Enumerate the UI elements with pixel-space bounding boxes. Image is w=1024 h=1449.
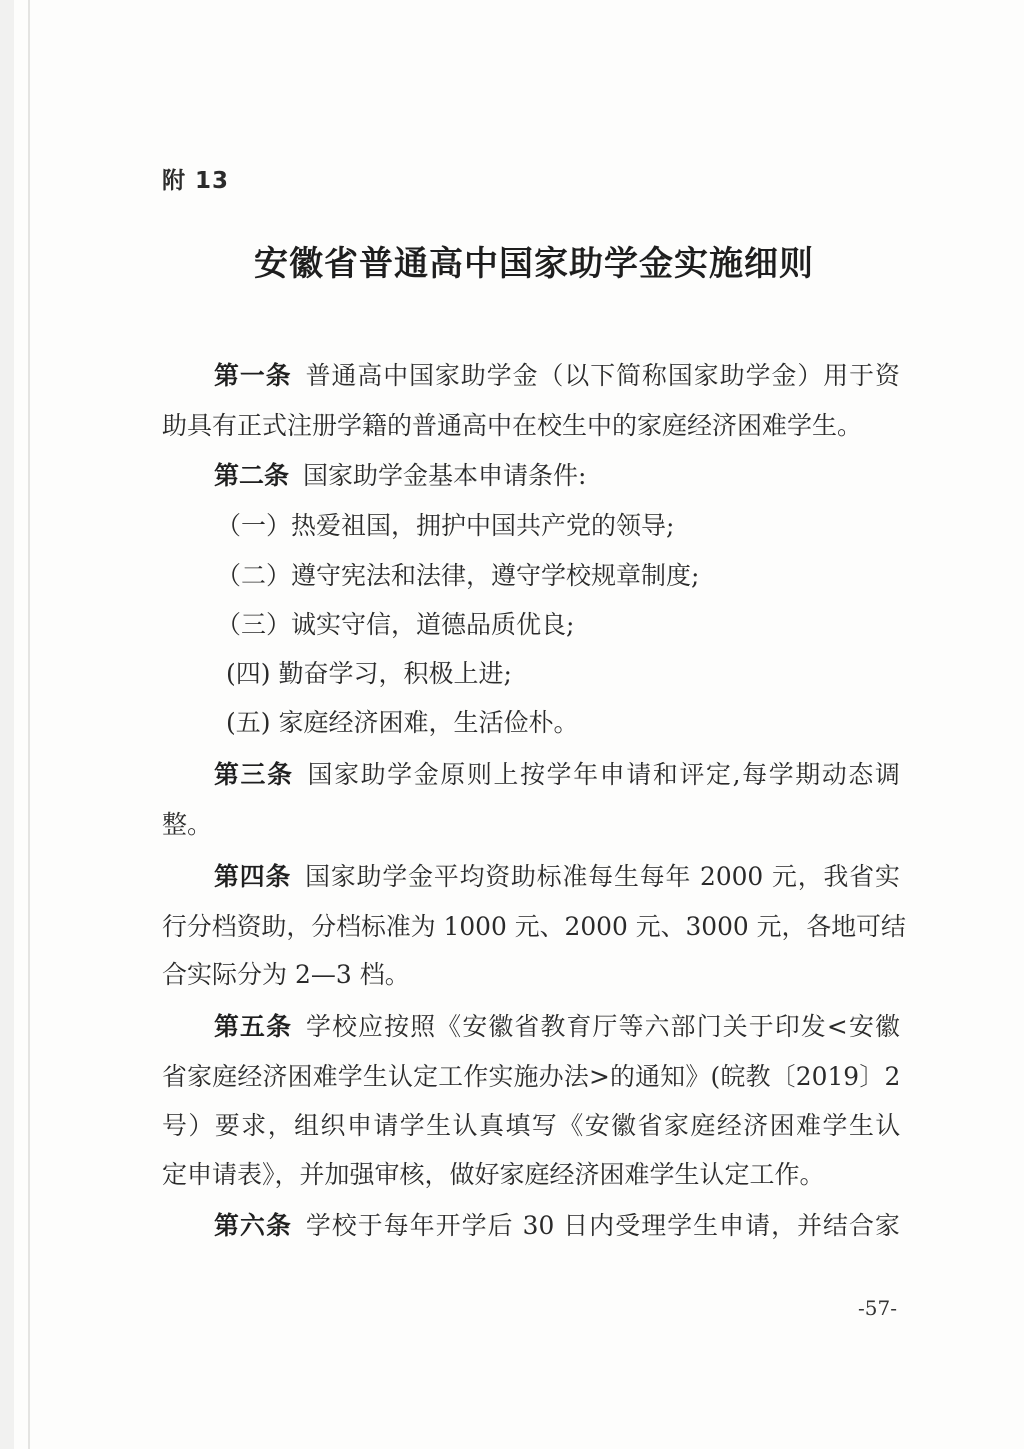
article-4-line-1 [214,862,900,892]
article-5-line-2: 省家庭经济困难学生认定工作实施办法>的通知》(皖教〔2019〕2 [162,1062,901,1091]
article-3-text-1: 国家助学金原则上按学年申请和评定,每学期动态调 [307,760,900,789]
article-2-text-1: 国家助学金基本申请条件: [303,461,587,490]
condition-item: （二）遵守宪法和法律，遵守学校规章制度; [216,561,700,590]
article-6-label: 第六条 [214,1211,292,1240]
condition-item: （一）热爱祖国，拥护中国共产党的领导; [216,511,675,540]
article-4-line-2: 行分档资助，分档标准为 1000 元、2000 元、3000 元，各地可结 [162,912,906,941]
article-5-text-1: 学校应按照《安徽省教育厅等六部门关于印发<安徽 [306,1012,900,1041]
article-4-text-1: 国家助学金平均资助标准每生每年 2000 元，我省实 [305,862,900,891]
article-1-text-1: 普通高中国家助学金（以下简称国家助学金）用于资 [305,361,900,390]
article-5-line-1 [214,1012,900,1042]
article-1-label: 第一条 [214,361,292,390]
condition-item: (五) 家庭经济困难，生活俭朴。 [226,708,579,737]
article-6-line-1 [214,1211,900,1241]
article-2-label: 第二条 [214,461,290,490]
article-4-label: 第四条 [214,862,292,891]
article-1-line-2: 助具有正式注册学籍的普通高中在校生中的家庭经济困难学生。 [162,411,863,440]
article-5-line-3: 号）要求，组织申请学生认真填写《安徽省家庭经济困难学生认 [162,1111,901,1140]
annex-label: 附 13 [162,168,230,194]
article-3-line-2: 整。 [162,810,213,839]
scan-edge [28,0,30,1449]
condition-item: (四) 勤奋学习，积极上进; [226,659,512,688]
article-2-line-1 [214,461,586,491]
document-title: 安徽省普通高中国家助学金实施细则 [254,244,814,284]
article-1-line-1 [214,361,900,391]
article-6-text-1: 学校于每年开学后 30 日内受理学生申请，并结合家 [305,1211,900,1240]
article-3-line-1 [214,760,900,790]
article-4-line-3: 合实际分为 2—3 档。 [162,960,410,989]
page-number: -57- [858,1296,897,1320]
condition-item: （三）诚实守信，道德品质优良; [216,610,575,639]
article-3-label: 第三条 [214,760,294,789]
article-5-label: 第五条 [214,1012,293,1041]
article-5-line-4: 定申请表》，并加强审核，做好家庭经济困难学生认定工作。 [162,1160,825,1189]
